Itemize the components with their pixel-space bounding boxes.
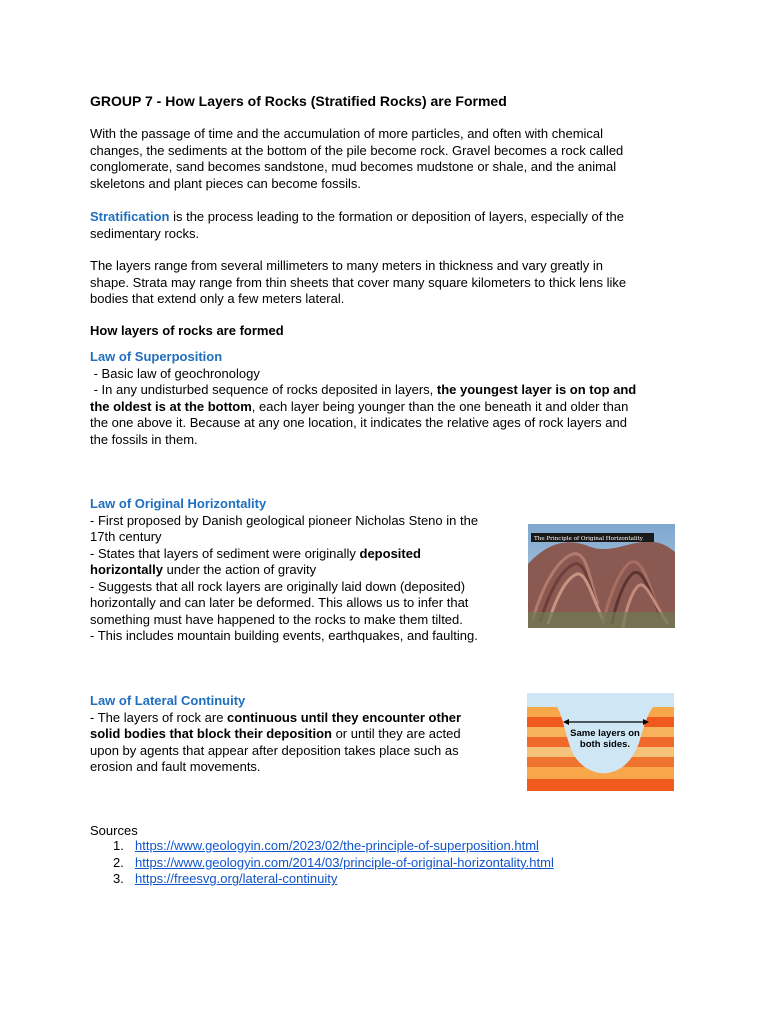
lateral-heading: Law of Lateral Continuity	[90, 693, 246, 708]
layers-line: shape. Strata may range from thin sheets that cover many square kilometers to thick lens like	[90, 274, 627, 290]
diagram-label-line1: Same layers on	[570, 728, 640, 739]
superposition-text: the one above it. Because at any one location, it indicates the relative ages of rock layers and	[90, 415, 627, 430]
layers-paragraph	[90, 258, 626, 308]
diagram-label-line2: both sides.	[579, 739, 631, 750]
lateral-text: upon by agents that appear after deposition takes place such as	[90, 742, 459, 758]
horizontality-text: - Suggests that all rock layers are originally laid down (deposited)	[90, 578, 466, 594]
stratification-paragraph	[90, 209, 624, 242]
folded-rock-caption: The Principle of Original Horizontality	[534, 536, 643, 542]
lateral-bold: continuous until they encounter other	[227, 709, 462, 725]
source-number: 3.	[113, 871, 124, 887]
intro-line: changes, the sediments at the bottom of the pile become rock. Gravel becomes a rock called	[90, 142, 624, 158]
sources-heading: Sources	[90, 823, 138, 838]
lateral-text: - The layers of rock are	[90, 709, 228, 725]
stratification-term: Stratification	[90, 209, 170, 224]
lateral-text: or until they are acted	[331, 726, 461, 741]
lateral-bold: solid bodies that block their deposition	[90, 726, 332, 741]
superposition-bullet: - Basic law of geochronology	[90, 365, 260, 381]
horizontality-text: 17th century	[90, 529, 162, 544]
intro-line: conglomerate, sand becomes sandstone, mud becomes mudstone or shale, and the animal	[90, 159, 617, 174]
superposition-bold: the oldest is at the bottom	[90, 398, 252, 414]
folded-rock-photo	[528, 524, 675, 628]
source-item	[113, 871, 554, 888]
source-link-lateral-continuity[interactable]: https://freesvg.org/lateral-continuity	[135, 871, 338, 887]
intro-line: skeletons and plant pieces can become fossils.	[90, 175, 361, 191]
how-layers-heading: How layers of rocks are formed	[90, 323, 284, 338]
horizontality-text: - First proposed by Danish geological pioneer Nicholas Steno in the	[90, 512, 479, 528]
horizontality-bold: horizontally	[90, 562, 163, 577]
source-link-superposition[interactable]: https://www.geologyin.com/2023/02/the-principle-of-superposition.html	[135, 838, 539, 853]
superposition-section	[90, 349, 636, 448]
source-number: 1.	[113, 838, 124, 853]
horizontality-heading: Law of Original Horizontality	[90, 496, 267, 511]
source-item	[113, 854, 554, 872]
horizontality-text: horizontally and can later be deformed. This allows us to infer that	[90, 595, 469, 610]
superposition-heading: Law of Superposition	[90, 349, 223, 364]
horizontality-text: something must have happened to the rocks to make them tilted.	[90, 611, 463, 627]
superposition-text: the fossils in them.	[90, 431, 198, 447]
horizontality-bold: deposited	[359, 545, 421, 561]
superposition-text: , each layer being younger than the one beneath it and older than	[251, 398, 629, 414]
source-link-horizontality[interactable]: https://www.geologyin.com/2014/03/principle-of-original-horizontality.html	[135, 854, 554, 870]
lateral-text: erosion and fault movements.	[90, 759, 261, 774]
intro-paragraph	[90, 126, 623, 192]
lateral-continuity-diagram	[527, 693, 674, 791]
superposition-bold: the youngest layer is on top and	[436, 382, 637, 397]
horizontality-section	[90, 496, 520, 645]
horizontality-text: - States that layers of sediment were originally	[90, 545, 360, 561]
stratification-text-line2: sedimentary rocks.	[90, 225, 200, 241]
layers-line: bodies that extend only a few meters lateral.	[90, 291, 345, 306]
layers-line: The layers range from several millimeters to many meters in thickness and vary greatly in	[90, 258, 603, 273]
superposition-text: - In any undisturbed sequence of rocks deposited in layers,	[90, 382, 437, 397]
sources-list	[90, 838, 554, 888]
source-number: 2.	[113, 854, 124, 870]
source-item	[113, 838, 554, 855]
lateral-section	[90, 693, 500, 776]
stratification-text: is the process leading to the formation or deposition of layers, especially of the	[169, 209, 624, 224]
horizontality-text: - This includes mountain building events, earthquakes, and faulting.	[90, 628, 478, 643]
horizontality-text: under the action of gravity	[162, 562, 317, 577]
intro-line: With the passage of time and the accumulation of more particles, and often with chemical	[90, 126, 604, 141]
document-title: GROUP 7 - How Layers of Rocks (Stratified Rocks) are Formed	[90, 93, 507, 109]
